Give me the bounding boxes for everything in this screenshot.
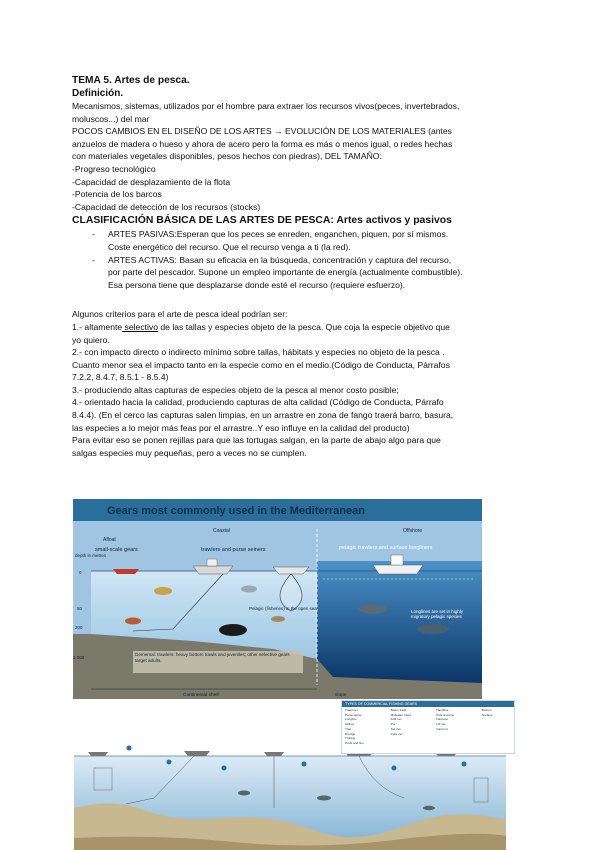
depth-tick-1000: 1 000 — [73, 655, 85, 660]
gear-types-legend — [341, 700, 515, 754]
legend-item: Pole and line — [436, 712, 455, 717]
legend-item: Surface — [481, 712, 493, 717]
fish-icon — [271, 616, 285, 622]
criterion-1-line: yo quiero. — [72, 334, 110, 345]
legend-item: Cast net — [436, 726, 448, 731]
marker-icon — [167, 760, 172, 765]
pelagic-note: Pelagic (fisheries) in the open sea — [249, 606, 317, 611]
marker-icon — [462, 762, 467, 767]
seiner-icon — [273, 567, 309, 574]
fish-icon — [125, 618, 141, 625]
factor-item: -Progreso tecnológico — [72, 163, 156, 174]
changes-line: con materiales vegetales disponibles, pesos hechos con piedras), DEL TAMAÑO: — [72, 151, 382, 162]
factor-item: -Capacidad de desplazamiento de la flota — [72, 176, 231, 187]
passive-line: Coste energético del recurso. Que el recurso venga a ti (la red). — [108, 241, 351, 252]
marker-icon — [127, 746, 132, 751]
trawlers-label: trawlers and purse seiners — [201, 547, 266, 553]
legend-item: Trap — [345, 726, 352, 731]
criterion-2-line: 2.- con impacto directo o indirecto mínimo sobre tallas, hábitats y especies no objeto de la pesca . — [72, 347, 445, 358]
legend-col-3 — [436, 708, 478, 746]
criterion-3-line: 3.- produciendo altas capturas de especies objeto de la pesca al menor costo posible; — [72, 384, 399, 395]
longliner-icon — [373, 565, 423, 574]
active-line: ARTES ACTIVAS: Basan su eficacia en la búsqueda, concentración y captura del recurso, — [108, 254, 452, 265]
small-scale-label: small-scale gears — [95, 547, 138, 553]
marker-icon — [392, 766, 397, 771]
legend-item: Beam trawl — [390, 708, 407, 712]
criterion-2-line: Cuanto menor sea el impacto tanto en la especie como en el medio.(Código de Conducta, Párrafos — [72, 359, 450, 370]
fish-icon — [154, 587, 172, 595]
shelf-label: Continental shelf — [183, 693, 219, 698]
legend-item: Purse seine — [345, 712, 362, 717]
boat-icon — [88, 752, 108, 756]
criteria-intro: Algunos criterios para el arte de pesca ideal podrían ser: — [72, 309, 288, 320]
tuna-icon — [359, 604, 387, 614]
depth-tick-0: 0 — [79, 570, 82, 575]
legend-item: Handline — [436, 708, 449, 712]
active-line: por parte del pescador. Supone un empleo importante de energía (actualmente combustible). — [108, 267, 463, 278]
classification-heading: CLASIFICACIÓN BÁSICA DE LAS ARTES DE PESCA: Artes activos y pasivos — [72, 215, 452, 227]
active-line: Esa persona tiene que desplazarse donde esté el recurso (requiere esfuerzo). — [108, 279, 406, 290]
small-boat-icon — [113, 569, 139, 574]
fish-icon — [317, 796, 331, 801]
legend-col-2 — [391, 708, 433, 746]
criterion-1 — [72, 321, 534, 334]
legend-item: Hook and line — [345, 740, 364, 745]
marker-icon — [302, 762, 307, 767]
criterion-4-line: las especies a lo mejor más feas por el arrastre..Y eso influye en la calidad del producto) — [72, 422, 410, 433]
legend-item: Longline — [345, 717, 357, 722]
criterion-4-line: 4.- orientado hacia la calidad, produciendo capturas de alta calidad (Código de Conducta, Párrafo — [72, 397, 444, 408]
coastal-label: Coastal — [213, 528, 230, 534]
criterion-1-prefix: 1.- altamente — [72, 321, 123, 332]
afloat-label: Afloat — [103, 537, 116, 543]
fishing-gears-panorama — [74, 738, 506, 850]
mediterranean-gears-figure — [73, 499, 482, 699]
factor-item: -Potencia de los barcos — [72, 189, 162, 200]
depth-tick-200: 200 — [75, 625, 83, 630]
legend-item: Trolling — [345, 736, 356, 741]
document-title: TEMA 5. Artes de pesca. — [72, 75, 190, 86]
legend-item: Harpoon — [436, 717, 449, 722]
list-item-passive — [72, 228, 534, 253]
legend-item: Fyke net — [390, 731, 403, 736]
offshore-label: Offshore — [403, 528, 423, 534]
factor-item: -Capacidad de detección de los recursos (stocks) — [72, 201, 261, 212]
slope-label: slope — [335, 693, 347, 698]
definition-heading: Definición. — [72, 88, 124, 99]
selective-word: selectivo — [122, 321, 158, 332]
gear-types-list — [72, 228, 534, 291]
list-item-active — [72, 254, 534, 292]
legend-item: Set net — [390, 726, 401, 731]
changes-line: POCOS CAMBIOS EN EL DISEÑO DE LOS ARTES → EVOLUCIÓN DE LOS MATERIALES (antes — [72, 126, 452, 137]
boat-icon — [264, 752, 284, 756]
final-line: salgas especies muy pequeñas, pero a veces no se cumplen. — [72, 447, 307, 458]
legend-item: Pot — [390, 722, 396, 727]
legend-item: Dredge — [345, 731, 356, 736]
longliner-cabin — [391, 555, 403, 565]
fish-icon — [241, 586, 257, 593]
legend-col-4 — [482, 708, 511, 746]
changes-line: anzuelos de madera o hueso y ahora de acero pero la forma es más o menos igual, o redes hechas — [72, 138, 453, 149]
trawler-icon — [193, 566, 233, 574]
demersal-note: Demersal: trawlers: heavy bottom trawls and juveniles; other selective gears target adults. — [135, 652, 290, 663]
criterion-4-line: 8.4.4). (En el cerco las capturas salen limpias, en un arrastre en zona de fango traerá barro, basura, — [72, 410, 454, 421]
trawler-cabin — [207, 559, 217, 566]
ray-icon — [219, 624, 247, 636]
depth-axis-label: depth in metres — [75, 553, 107, 558]
figure-title: Gears most commonly used in the Mediterranean — [107, 505, 365, 517]
legend-item: Gillnet — [345, 722, 354, 727]
legend-col-1 — [345, 708, 387, 746]
legend-title: TYPES OF COMMERCIAL FISHING GEARS — [342, 701, 514, 707]
longliners-label: pelagic trawlers and surface longliners — [339, 545, 433, 551]
offshore-note: Longlines are set in highly migratory pelagic species — [411, 609, 464, 620]
marker-icon — [222, 766, 227, 771]
criterion-1-suffix: de las tallas y especies objeto de la pesca. Que coja la especie objetivo que — [158, 321, 450, 332]
legend-item: Trawl net — [345, 708, 358, 712]
boat-icon — [184, 751, 210, 756]
criterion-2-line: 7.2.2, 8.4.7, 8.5.1 - 8.5.4) — [72, 372, 169, 383]
text-body — [72, 74, 534, 459]
legend-item: Drift net — [390, 717, 402, 722]
fish-icon — [238, 791, 250, 796]
depth-tick-50: 50 — [77, 606, 83, 611]
definition-line: Mecanismos, sistemas, utilizados por el hombre para extraer los recursos vivos(peces, invertebrados, — [72, 101, 460, 111]
definition-line: moluscos...) del mar — [72, 113, 150, 124]
fish-icon — [423, 806, 435, 810]
legend-item: Bottom — [481, 708, 492, 712]
passive-line: ARTES PASIVAS:Esperan que los peces se enreden, enganchen, piquen, por sí mismos. — [108, 229, 449, 240]
final-line: Para evitar eso se ponen rejillas para que las tortugas salgan, en la parte de abajo algo para que — [72, 435, 441, 446]
legend-item: Midwater trawl — [390, 712, 411, 717]
legend-item: Lift net — [436, 722, 446, 727]
